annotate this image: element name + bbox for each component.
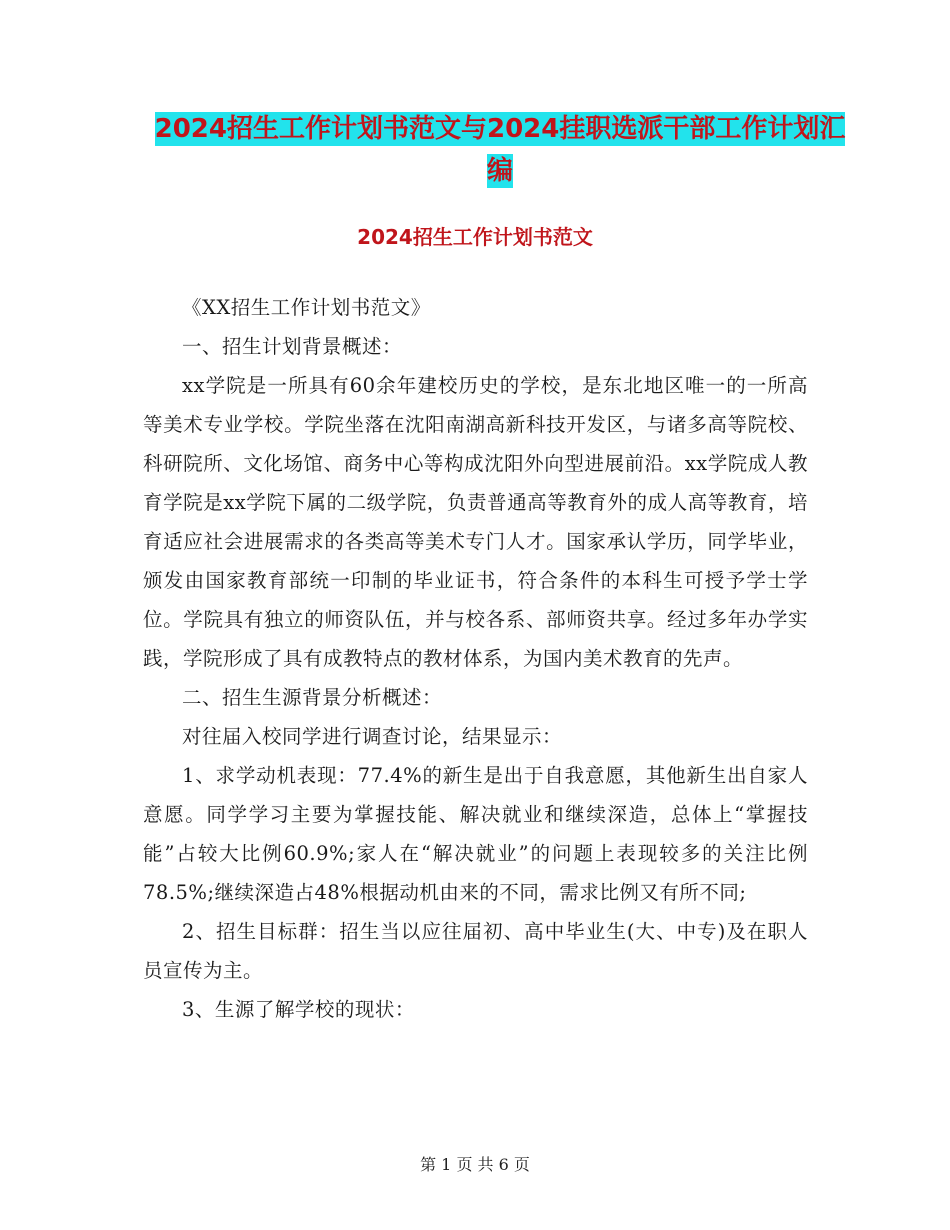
- paragraph-motivation: 1、求学动机表现：77.4%的新生是出于自我意愿，其他新生出自家人意愿。同学学习主要为掌握技能、解决就业和继续深造，总体上“掌握技能”占较大比例60.9%;家人在“解决就业”的问题上表现较多的关注比例78.5%;继续深造占48%根据动机由来的不同，需求比例又有所不同;: [143, 764, 808, 904]
- page-footer: 第 1 页 共 6 页: [420, 1155, 530, 1174]
- document-body: [143, 288, 808, 1029]
- paragraph-school-intro: xx学院是一所具有60余年建校历史的学校，是东北地区唯一的一所高等美术专业学校。学院坐落在沈阳南湖高新科技开发区，与诸多高等院校、科研院所、文化场馆、商务中心等构成沈阳外向型进展前沿。xx学院成人教育学院是xx学院下属的二级学院，负责普通高等教育外的成人高等教育，培育适应社会进展需求的各类高等美术专门人才。国家承认学历，同学毕业，颁发由国家教育部统一印制的毕业证书，符合条件的本科生可授予学士学位。学院具有独立的师资队伍，并与校各系、部师资共享。经过多年办学实践，学院形成了具有成教特点的教材体系，为国内美术教育的先声。: [143, 374, 808, 670]
- paragraph-target-group: 2、招生目标群：招生当以应往届初、高中毕业生(大、中专)及在职人员宣传为主。: [143, 920, 808, 982]
- document-title-text: 2024招生工作计划书范文与2024挂职选派干部工作计划汇编: [154, 114, 846, 186]
- paragraph-heading-source-analysis: 二、招生生源背景分析概述：: [182, 686, 443, 709]
- paragraph-source-status: 3、生源了解学校的现状：: [182, 998, 415, 1021]
- paragraph-doc-name: 《XX招生工作计划书范文》: [182, 296, 431, 319]
- paragraph-survey-intro: 对往届入校同学进行调查讨论，结果显示：: [182, 725, 563, 748]
- section-title: 2024招生工作计划书范文: [357, 225, 593, 249]
- paragraph-heading-background: 一、招生计划背景概述：: [182, 335, 403, 358]
- document-title: [150, 108, 850, 192]
